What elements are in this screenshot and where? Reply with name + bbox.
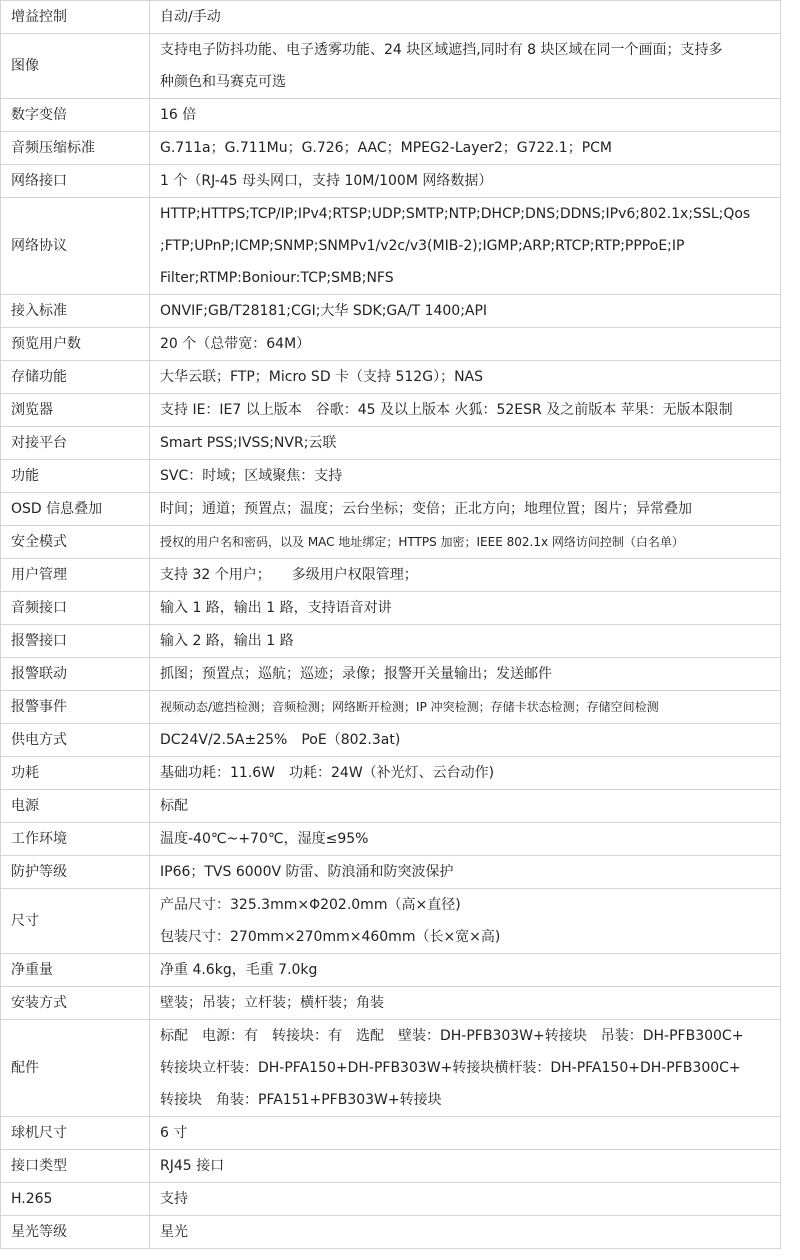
spec-row	[1, 856, 781, 889]
spec-value	[150, 132, 781, 165]
spec-label: 功耗	[1, 757, 150, 790]
spec-value	[150, 1117, 781, 1150]
spec-value	[150, 1150, 781, 1183]
spec-value-line: 标配 电源：有 转接块：有 选配 壁装：DH-PFB303W+转接块 吊装：DH-PFB300C+	[160, 1028, 744, 1044]
spec-value-line: 支持 32 个用户； 多级用户权限管理；	[160, 567, 418, 583]
spec-row	[1, 1, 781, 34]
spec-value	[150, 361, 781, 394]
spec-value	[150, 757, 781, 790]
spec-row	[1, 757, 781, 790]
spec-value	[150, 856, 781, 889]
spec-value	[150, 658, 781, 691]
spec-label: 配件	[1, 1020, 150, 1117]
spec-label: 安全模式	[1, 526, 150, 559]
spec-value	[150, 394, 781, 427]
spec-value-line: RJ45 接口	[160, 1158, 225, 1174]
spec-label: 音频压缩标准	[1, 132, 150, 165]
spec-value	[150, 1, 781, 34]
spec-value	[150, 295, 781, 328]
spec-value	[150, 954, 781, 987]
spec-value-line: 20 个（总带宽：64M）	[160, 336, 311, 352]
spec-value	[150, 823, 781, 856]
spec-value-line: HTTP;HTTPS;TCP/IP;IPv4;RTSP;UDP;SMTP;NTP;DHCP;DNS;DDNS;IPv6;802.1x;SSL;Qos	[160, 206, 751, 222]
spec-value-line: 大华云联；FTP；Micro SD 卡（支持 512G）；NAS	[160, 369, 484, 385]
spec-row	[1, 1150, 781, 1183]
spec-value-line: ;FTP;UPnP;ICMP;SNMP;SNMPv1/v2c/v3(MIB-2);IGMP;ARP;RTCP;RTP;PPPoE;IP	[160, 238, 685, 254]
spec-value	[150, 328, 781, 361]
spec-row	[1, 724, 781, 757]
spec-value	[150, 165, 781, 198]
spec-value-line: 产品尺寸：325.3mm×Φ202.0mm（高×直径)	[160, 897, 461, 913]
spec-label: 尺寸	[1, 889, 150, 954]
spec-label: 安装方式	[1, 987, 150, 1020]
spec-value-line: 授权的用户名和密码，以及 MAC 地址绑定；HTTPS 加密；IEEE 802.1x 网络访问控制（白名单）	[160, 535, 684, 549]
spec-value-line: ONVIF;GB/T28181;CGI;大华 SDK;GA/T 1400;API	[160, 303, 488, 319]
spec-value-line: 支持 IE：IE7 以上版本 谷歌：45 及以上版本 火狐：52ESR 及之前版本 苹果：无版本限制	[160, 402, 733, 418]
spec-row	[1, 394, 781, 427]
spec-row	[1, 526, 781, 559]
spec-row	[1, 34, 781, 99]
spec-row	[1, 1216, 781, 1249]
spec-value-line: IP66；TVS 6000V 防雷、防浪涌和防突波保护	[160, 864, 454, 880]
spec-row	[1, 198, 781, 295]
spec-label: 数字变倍	[1, 99, 150, 132]
spec-row	[1, 691, 781, 724]
spec-value-line: 净重 4.6kg，毛重 7.0kg	[160, 962, 318, 978]
spec-label: 电源	[1, 790, 150, 823]
spec-label: 球机尺寸	[1, 1117, 150, 1150]
spec-value-line: G.711a；G.711Mu；G.726；AAC；MPEG2-Layer2；G722.1；PCM	[160, 140, 613, 156]
spec-row	[1, 790, 781, 823]
spec-value-line: 输入 1 路，输出 1 路，支持语音对讲	[160, 600, 392, 616]
spec-value	[150, 198, 781, 295]
spec-value	[150, 1216, 781, 1249]
spec-row	[1, 1020, 781, 1117]
spec-value	[150, 889, 781, 954]
spec-value	[150, 559, 781, 592]
spec-label: 工作环境	[1, 823, 150, 856]
spec-row	[1, 823, 781, 856]
spec-row	[1, 493, 781, 526]
spec-label: 接入标准	[1, 295, 150, 328]
spec-label: 防护等级	[1, 856, 150, 889]
spec-row	[1, 460, 781, 493]
spec-row	[1, 987, 781, 1020]
spec-value	[150, 1183, 781, 1216]
spec-label: H.265	[1, 1183, 150, 1216]
spec-value-line: 16 倍	[160, 107, 197, 123]
spec-label: 网络协议	[1, 198, 150, 295]
spec-table-body	[1, 1, 781, 1249]
spec-value-line: 输入 2 路，输出 1 路	[160, 633, 294, 649]
spec-value	[150, 493, 781, 526]
spec-row	[1, 592, 781, 625]
spec-value-line: 壁装；吊装；立杆装；横杆装；角装	[160, 995, 384, 1011]
spec-label: 浏览器	[1, 394, 150, 427]
spec-value	[150, 724, 781, 757]
spec-row	[1, 889, 781, 954]
spec-value	[150, 987, 781, 1020]
spec-value-line: 支持	[160, 1191, 188, 1207]
spec-value-line: DC24V/2.5A±25% PoE（802.3at)	[160, 732, 401, 748]
spec-value	[150, 526, 781, 559]
spec-value-line: 星光	[160, 1224, 188, 1240]
spec-value-line: SVC：时域；区域聚焦：支持	[160, 468, 343, 484]
spec-value-line: Smart PSS;IVSS;NVR;云联	[160, 435, 337, 451]
spec-label: 报警事件	[1, 691, 150, 724]
spec-label: 图像	[1, 34, 150, 99]
spec-label: 增益控制	[1, 1, 150, 34]
spec-value-line: 基础功耗：11.6W 功耗：24W（补光灯、云台动作)	[160, 765, 495, 781]
spec-label: 报警联动	[1, 658, 150, 691]
spec-value-line: 种颜色和马赛克可选	[160, 74, 286, 90]
spec-value	[150, 460, 781, 493]
spec-value-line: 转接块 角装：PFA151+PFB303W+转接块	[160, 1092, 442, 1108]
spec-row	[1, 658, 781, 691]
spec-value-line: 6 寸	[160, 1125, 188, 1141]
spec-row	[1, 99, 781, 132]
spec-value-line: 转接块立杆装：DH-PFA150+DH-PFB303W+转接块横杆装：DH-PFA150+DH-PFB300C+	[160, 1060, 741, 1076]
spec-value-line: 支持电子防抖功能、电子透雾功能、24 块区域遮挡,同时有 8 块区域在同一个画面；支持多	[160, 42, 723, 58]
spec-label: 音频接口	[1, 592, 150, 625]
spec-label: 功能	[1, 460, 150, 493]
spec-row	[1, 625, 781, 658]
spec-value-line: 抓图；预置点；巡航；巡迹；录像；报警开关量输出；发送邮件	[160, 666, 552, 682]
spec-label: 供电方式	[1, 724, 150, 757]
spec-value	[150, 625, 781, 658]
spec-row	[1, 559, 781, 592]
spec-value-line: 温度-40℃~+70℃，湿度≤95%	[160, 831, 369, 847]
spec-row	[1, 165, 781, 198]
spec-row	[1, 954, 781, 987]
spec-value	[150, 34, 781, 99]
spec-value-line: 视频动态/遮挡检测；音频检测；网络断开检测；IP 冲突检测；存储卡状态检测；存储空间检测	[160, 700, 659, 714]
spec-value-line: 包装尺寸：270mm×270mm×460mm（长×宽×高)	[160, 929, 501, 945]
spec-label: 预览用户数	[1, 328, 150, 361]
spec-value	[150, 99, 781, 132]
spec-label: 报警接口	[1, 625, 150, 658]
spec-row	[1, 295, 781, 328]
spec-value-line: 标配	[160, 798, 188, 814]
spec-row	[1, 1183, 781, 1216]
spec-label: 星光等级	[1, 1216, 150, 1249]
spec-label: 存储功能	[1, 361, 150, 394]
spec-label: 用户管理	[1, 559, 150, 592]
spec-value-line: Filter;RTMP:Boniour:TCP;SMB;NFS	[160, 270, 394, 286]
spec-value	[150, 1020, 781, 1117]
spec-value	[150, 691, 781, 724]
spec-row	[1, 328, 781, 361]
spec-label: 网络接口	[1, 165, 150, 198]
spec-value	[150, 427, 781, 460]
spec-value-line: 自动/手动	[160, 9, 221, 25]
spec-label: OSD 信息叠加	[1, 493, 150, 526]
spec-row	[1, 1117, 781, 1150]
spec-value-line: 时间；通道；预置点；温度；云台坐标；变倍；正北方向；地理位置；图片；异常叠加	[160, 501, 692, 517]
spec-label: 接口类型	[1, 1150, 150, 1183]
spec-label: 净重量	[1, 954, 150, 987]
spec-value-line: 1 个（RJ-45 母头网口，支持 10M/100M 网络数据）	[160, 173, 493, 189]
spec-label: 对接平台	[1, 427, 150, 460]
spec-value	[150, 790, 781, 823]
spec-value	[150, 592, 781, 625]
spec-row	[1, 427, 781, 460]
spec-row	[1, 361, 781, 394]
spec-row	[1, 132, 781, 165]
